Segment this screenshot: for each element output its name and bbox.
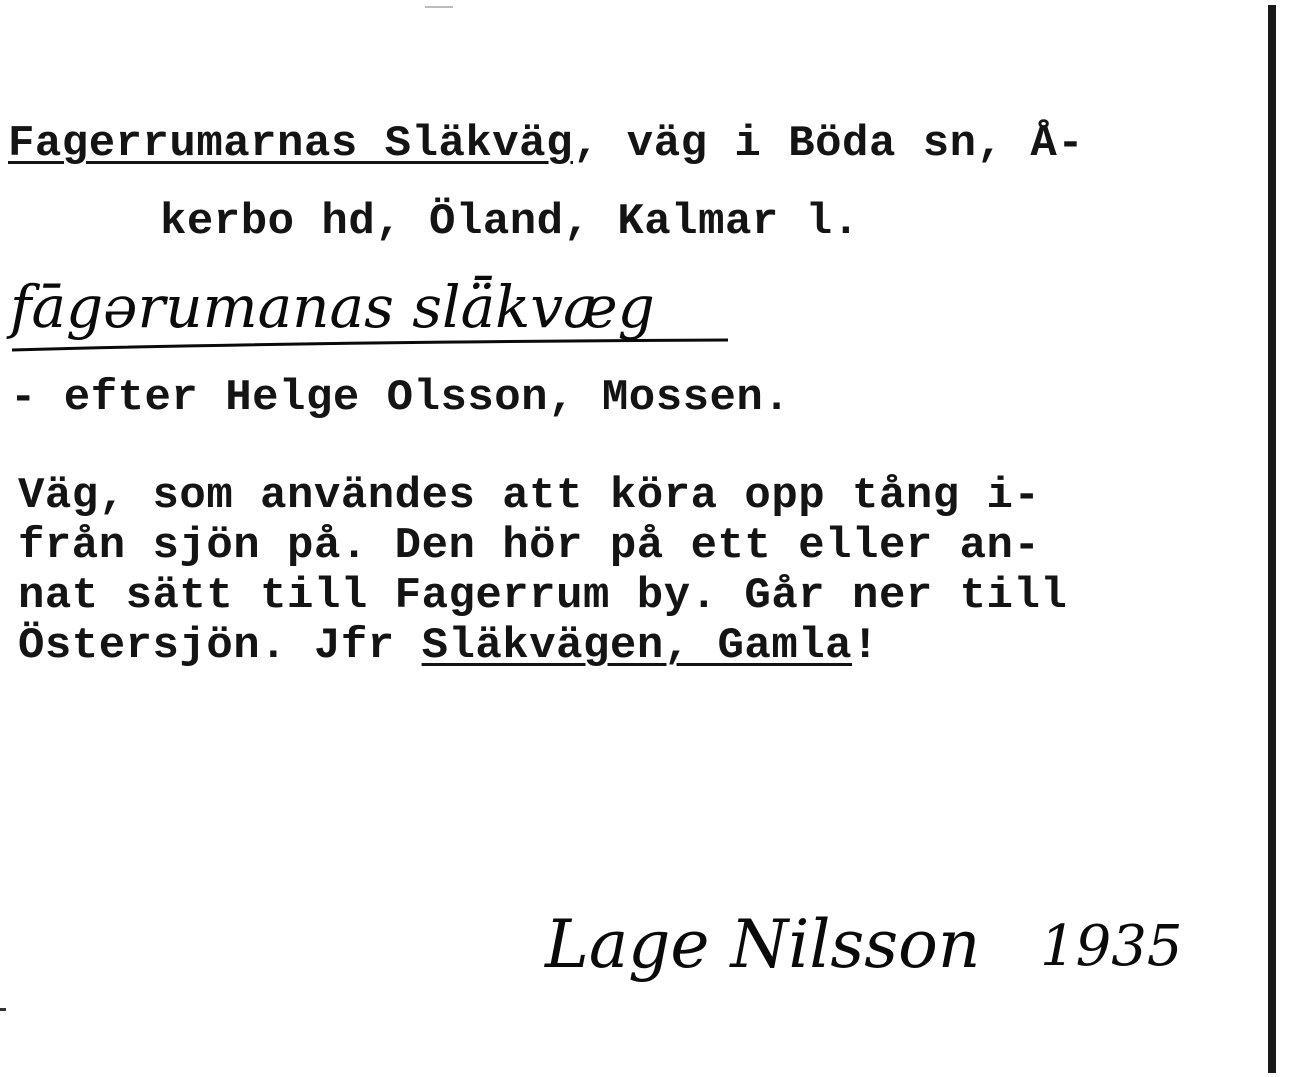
signature-year: 1935 [1040,914,1183,979]
body-line-4-text: Östersjön. Jfr [18,621,422,671]
body-line-1: Väg, som användes att köra opp tång i- [18,471,1041,521]
body-line-4 [18,620,879,672]
entry-location: , väg i Böda sn, Å- [573,119,1085,169]
body-line-3: nat sätt till Fagerrum by. Går ner till [18,571,1068,621]
scan-speck [0,1008,6,1011]
heading-line-2: kerbo hd, Öland, Kalmar l. [160,197,860,247]
card-edge-shadow [1268,5,1276,1073]
body-line-4-end: ! [852,621,879,671]
body-line-2: från sjön på. Den hör på ett eller an- [18,521,1041,571]
dialect-form: fāgərumanas slǟkvæg [10,273,655,341]
scan-speck [425,6,453,8]
entry-title: Fagerrumarnas Släkväg [8,119,573,169]
cross-reference: Släkvägen, Gamla [421,621,853,671]
signature: Lage Nilsson [545,906,981,983]
source-line: - efter Helge Olsson, Mossen. [10,373,791,423]
